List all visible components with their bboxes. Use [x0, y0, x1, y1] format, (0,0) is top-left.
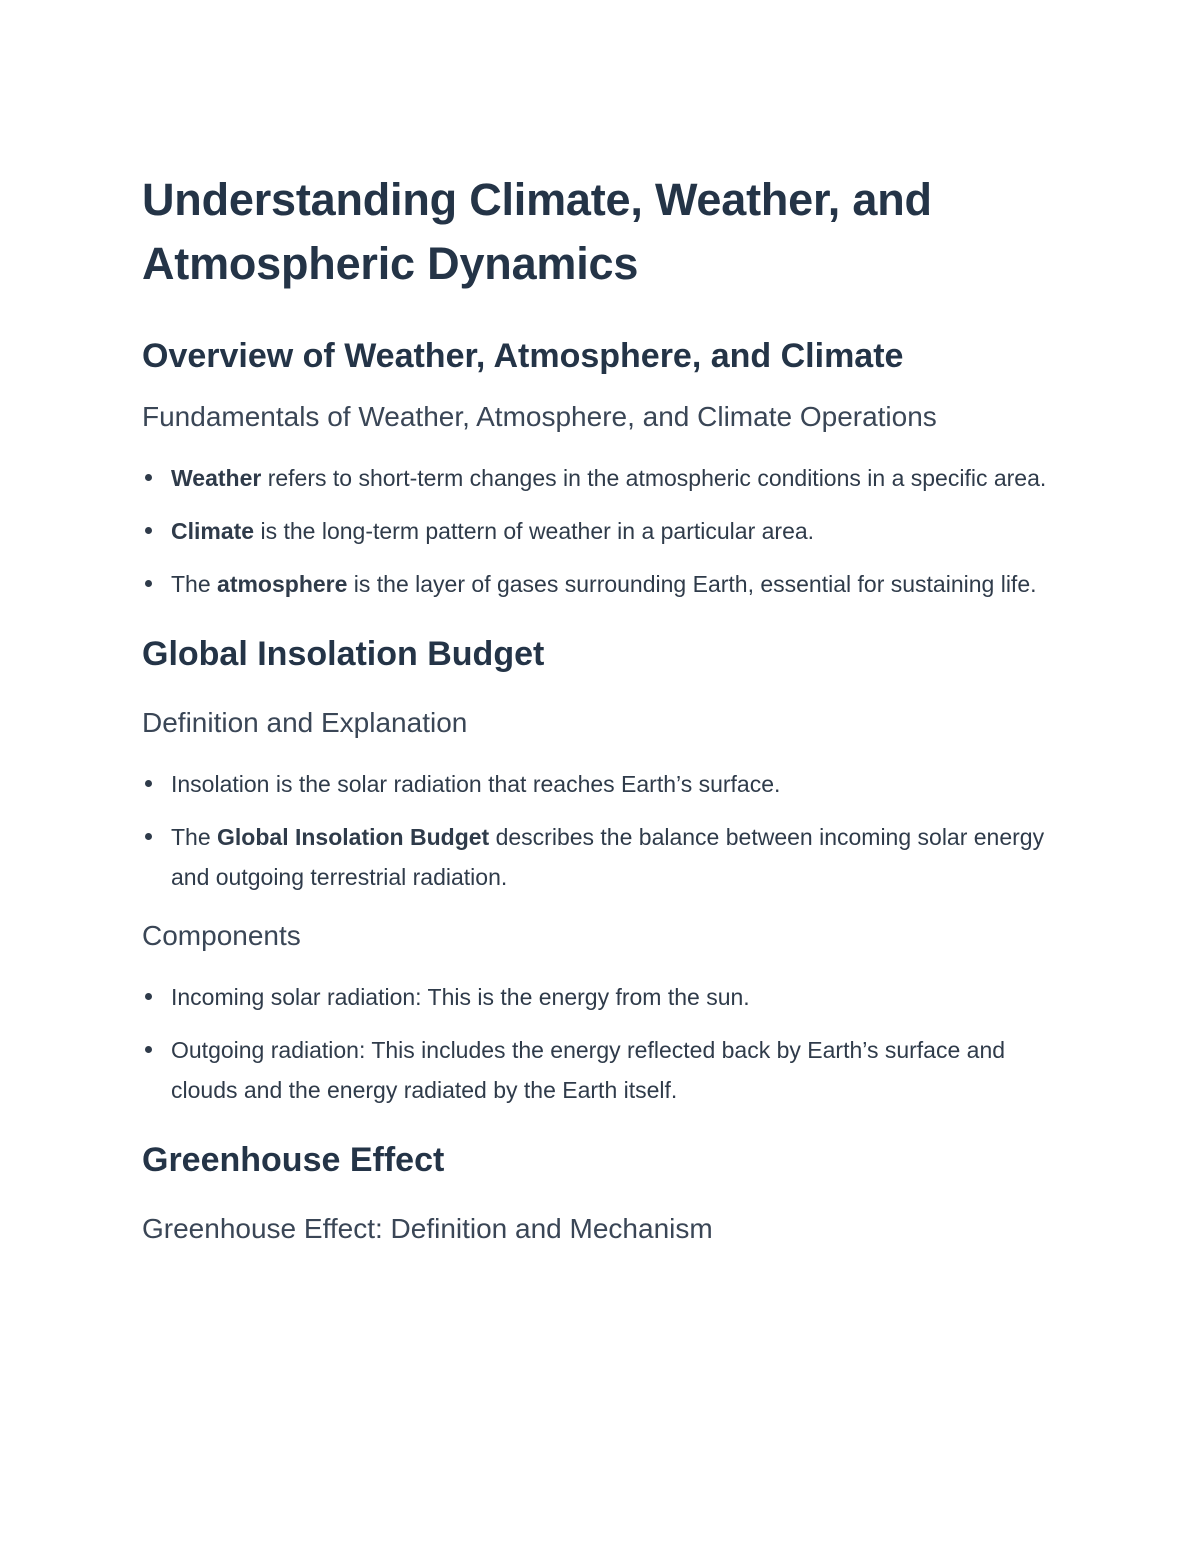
list-item: The Global Insolation Budget describes the balance between incoming solar energy and outgoing terrestrial radiation. [142, 817, 1060, 897]
document-title: Understanding Climate, Weather, and Atmospheric Dynamics [142, 174, 932, 289]
subheading-components: Components [142, 920, 301, 951]
bullet-list-components [142, 977, 1060, 1110]
section-heading-greenhouse: Greenhouse Effect [142, 1141, 445, 1179]
section-heading-overview: Overview of Weather, Atmosphere, and Climate [142, 337, 904, 375]
list-item: Climate is the long-term pattern of weather in a particular area. [142, 511, 1060, 551]
list-item: Insolation is the solar radiation that reaches Earth’s surface. [142, 764, 1060, 804]
list-item: Outgoing radiation: This includes the energy reflected back by Earth’s surface and clouds and the energy radiated by the Earth itself. [142, 1030, 1060, 1110]
subheading-fundamentals: Fundamentals of Weather, Atmosphere, and Climate Operations [142, 401, 937, 432]
bullet-list-fundamentals [142, 458, 1060, 604]
bullet-list-definition [142, 764, 1060, 897]
list-item: Weather refers to short-term changes in the atmospheric conditions in a specific area. [142, 458, 1060, 498]
section-heading-insolation: Global Insolation Budget [142, 635, 545, 673]
list-item: Incoming solar radiation: This is the energy from the sun. [142, 977, 1060, 1017]
list-item: The atmosphere is the layer of gases surrounding Earth, essential for sustaining life. [142, 564, 1060, 604]
subheading-greenhouse-definition: Greenhouse Effect: Definition and Mechanism [142, 1213, 713, 1244]
subheading-definition: Definition and Explanation [142, 707, 468, 738]
